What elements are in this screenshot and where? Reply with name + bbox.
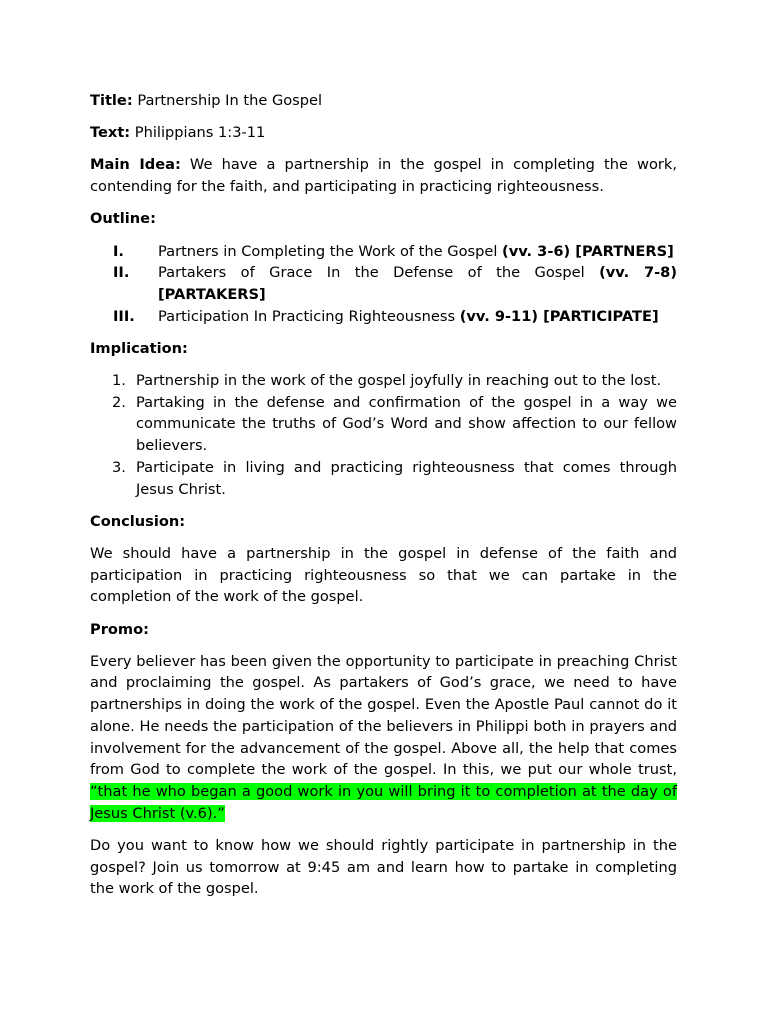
main-idea: [90, 154, 677, 197]
implication-number: 3.: [112, 458, 126, 476]
conclusion-text: We should have a partnership in the gospel in defense of the faith and participation in practicing righteousness so that we can partake in the completion of the work of the gospel.: [90, 544, 677, 606]
implication-text: Partaking in the defense and confirmation of the gospel in a way we communicate the truths of God’s Word and show affection to our fellow believers.: [136, 393, 677, 455]
implication-heading: Implication:: [90, 339, 188, 357]
outline-ref: (vv. 3-6) [PARTNERS]: [502, 242, 674, 260]
implication-list: [90, 370, 677, 500]
title-label: Title:: [90, 92, 133, 109]
implication-number: 1.: [112, 372, 126, 390]
main-idea-label: Main Idea:: [90, 156, 181, 174]
outline-number: II.: [113, 264, 130, 282]
text-value: Philippians 1:3-11: [134, 124, 266, 142]
outline-text: Participation In Practicing Righteousness: [158, 307, 460, 325]
main-idea-value: We have a partnership in the gospel in completing the work, contending for the faith, and participating in practicing righteousness.: [90, 156, 677, 196]
implication-item: [90, 457, 677, 500]
implication-number: 2.: [112, 393, 126, 411]
outline-number: III.: [113, 307, 135, 325]
outline-item: [90, 306, 677, 328]
title-value: Partnership In the Gospel: [137, 92, 323, 109]
promo-heading: Promo:: [90, 620, 149, 638]
implication-item: [90, 392, 677, 457]
promo-body: Every believer has been given the opportunity to participate in preaching Christ and proclaiming the gospel. As partakers of God’s grace, we need to have partnerships in doing the work of the gospel. Even the Apostle Paul cannot do it alone. He needs the participation of the believers in Philippi both in prayers and involvement for the advancement of the gospel. Above all, the help that comes from God to complete the work of the gospel. In this, we put our whole trust,: [90, 652, 677, 779]
outline-text: Partakers of Grace In the Defense of the Gospel: [158, 264, 600, 282]
outline-item: [90, 262, 677, 305]
implication-item: [90, 370, 677, 392]
title-line: [90, 90, 677, 112]
outline-number: I.: [113, 242, 124, 260]
outline-heading: Outline:: [90, 210, 156, 228]
promo-highlight: “that he who began a good work in you will bring it to completion at the day of Jesus Christ (v.6).”: [90, 782, 677, 822]
conclusion-heading: Conclusion:: [90, 512, 186, 530]
outline-text: Partners in Completing the Work of the Gospel: [158, 242, 503, 260]
document-page: [90, 90, 677, 911]
implication-text: Partnership in the work of the gospel joyfully in reaching out to the lost.: [136, 372, 662, 390]
outline-ref: (vv. 7-8) [PARTAKERS]: [158, 264, 677, 303]
promo-closing: Do you want to know how we should rightly participate in partnership in the gospel? Join us tomorrow at 9:45 am and learn how to partake in completing the work of the gospel.: [90, 836, 677, 898]
text-label: Text:: [90, 124, 131, 142]
implication-text: Participate in living and practicing righteousness that comes through Jesus Christ.: [136, 458, 677, 498]
text-line: [90, 122, 677, 144]
outline-ref: (vv. 9-11) [PARTICIPATE]: [459, 307, 659, 325]
promo-text: [90, 651, 677, 825]
outline-item: [90, 241, 677, 263]
outline-list: [90, 241, 677, 328]
